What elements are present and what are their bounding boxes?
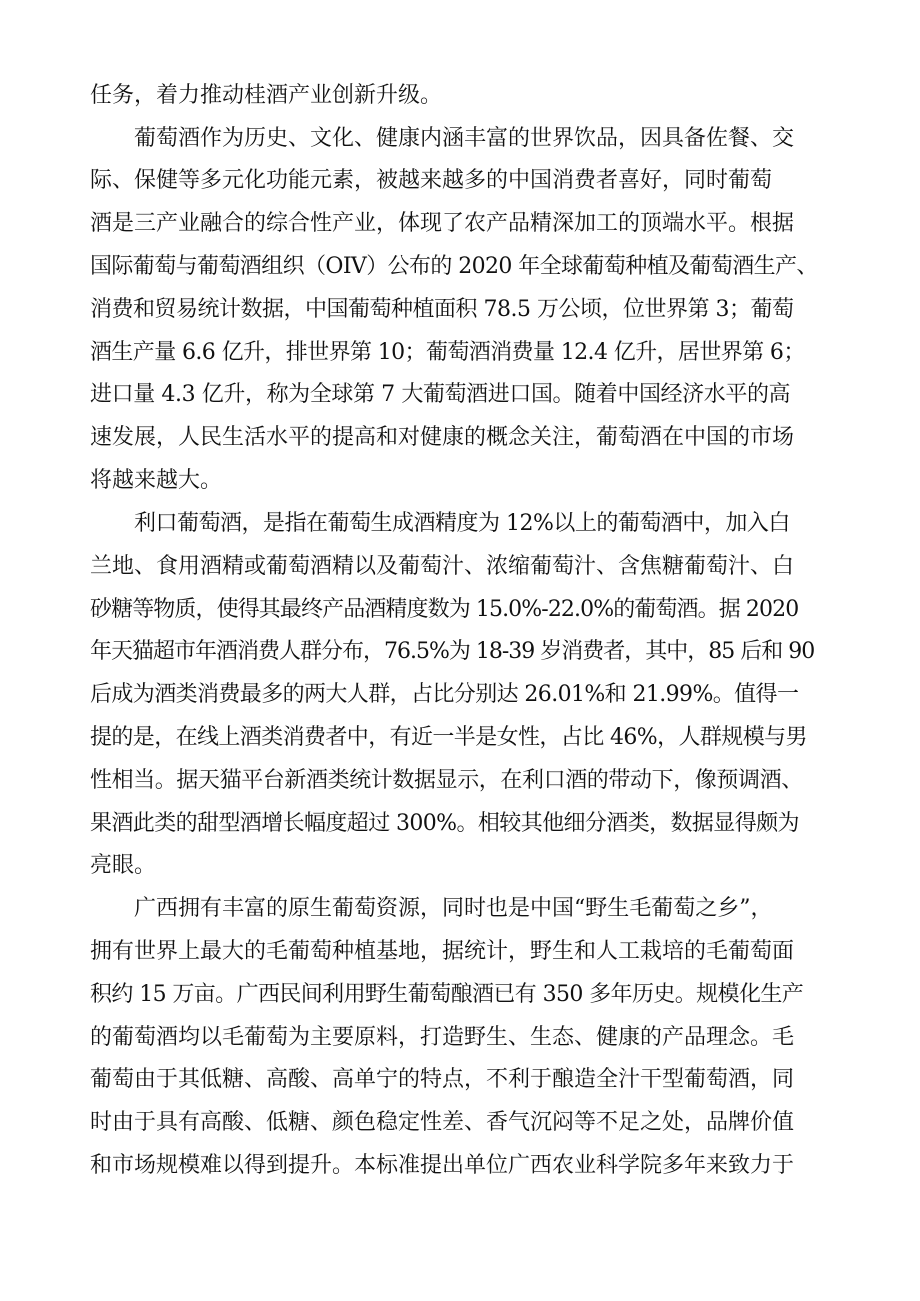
p1-line-1: 际、保健等多元化功能元素，被越来越多的中国消费者喜好，同时葡萄 bbox=[90, 168, 773, 193]
p1-line-0: 葡萄酒作为历史、文化、健康内涵丰富的世界饮品，因具备佐餐、交 bbox=[134, 126, 795, 151]
p2-line-4: 后成为酒类消费最多的两大人群，占比分别达 26.01%和 21.99%。值得一 bbox=[90, 682, 799, 707]
p1-line-4: 消费和贸易统计数据，中国葡萄种植面积 78.5 万公顷，位世界第 3；葡萄 bbox=[90, 297, 794, 322]
p3-line-1: 拥有世界上最大的毛葡萄种植基地，据统计，野生和人工栽培的毛葡萄面 bbox=[90, 939, 795, 964]
p1-line-2: 酒是三产业融合的综合性产业，体现了农产品精深加工的顶端水平。根据 bbox=[90, 211, 795, 236]
p0-line-0: 任务，着力推动桂酒产业创新升级。 bbox=[90, 83, 443, 108]
p2-line-1: 兰地、食用酒精或葡萄酒精以及葡萄汁、浓缩葡萄汁、含焦糖葡萄汁、白 bbox=[90, 554, 795, 579]
p1-line-8: 将越来越大。 bbox=[90, 468, 223, 493]
p3-line-3: 的葡萄酒均以毛葡萄为主要原料，打造野生、生态、健康的产品理念。毛 bbox=[90, 1025, 795, 1050]
p3-line-2: 积约 15 万亩。广西民间利用野生葡萄酿酒已有 350 多年历史。规模化生产 bbox=[90, 982, 804, 1007]
p3-line-4: 葡萄由于其低糖、高酸、高单宁的特点，不利于酿造全汁干型葡萄酒，同 bbox=[90, 1067, 795, 1092]
p2-line-7: 果酒此类的甜型酒增长幅度超过 300%。相较其他细分酒类，数据显得颇为 bbox=[90, 811, 799, 836]
p2-line-0: 利口葡萄酒，是指在葡萄生成酒精度为 12%以上的葡萄酒中，加入白 bbox=[134, 511, 790, 536]
p1-line-3: 国际葡萄与葡萄酒组织（OIV）公布的 2020 年全球葡萄种植及葡萄酒生产、 bbox=[90, 254, 818, 279]
p1-line-7: 速发展，人民生活水平的提高和对健康的概念关注，葡萄酒在中国的市场 bbox=[90, 425, 795, 450]
p1-line-6: 进口量 4.3 亿升，称为全球第 7 大葡萄酒进口国。随着中国经济水平的高 bbox=[90, 382, 791, 407]
p3-line-5: 时由于具有高酸、低糖、颜色稳定性差、香气沉闷等不足之处，品牌价值 bbox=[90, 1110, 795, 1135]
p3-line-6: 和市场规模难以得到提升。本标准提出单位广西农业科学院多年来致力于 bbox=[90, 1153, 795, 1178]
p1-line-5: 酒生产量 6.6 亿升，排世界第 10；葡萄酒消费量 12.4 亿升，居世界第 6； bbox=[90, 340, 805, 365]
p2-line-8: 亮眼。 bbox=[90, 853, 157, 878]
p2-line-3: 年天猫超市年酒消费人群分布，76.5%为 18-39 岁消费者，其中，85 后和 90 bbox=[90, 639, 815, 664]
p2-line-6: 性相当。据天猫平台新酒类统计数据显示，在利口酒的带动下，像预调酒、 bbox=[90, 768, 803, 793]
p2-line-5: 提的是，在线上酒类消费者中，有近一半是女性，占比 46%，人群规模与男 bbox=[90, 725, 807, 750]
p2-line-2: 砂糖等物质，使得其最终产品酒精度数为 15.0%-22.0%的葡萄酒。据 2020 bbox=[90, 597, 799, 622]
p3-line-0: 广西拥有丰富的原生葡萄资源，同时也是中国“野生毛葡萄之乡”， bbox=[134, 896, 773, 921]
